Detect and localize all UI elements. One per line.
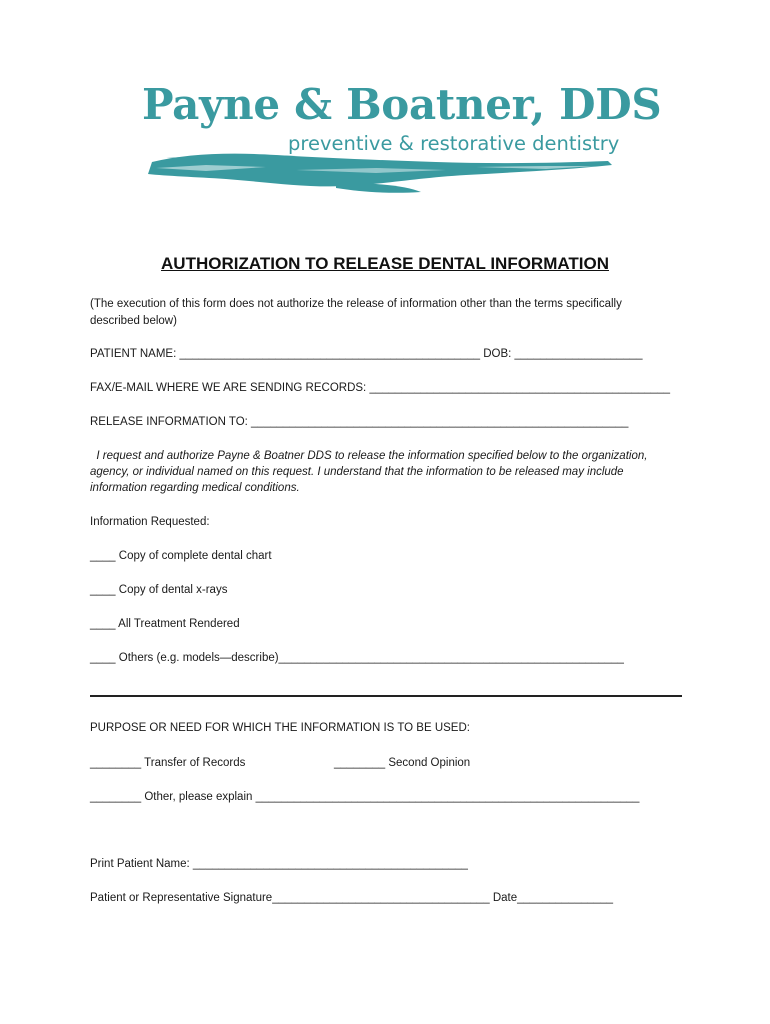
info-requested-heading: Information Requested: (90, 516, 210, 528)
intro-line-1: (The execution of this form does not authorize the release of information other than the terms specifically (90, 298, 622, 310)
authorization-line-2: agency, or individual named on this request. I understand that the information to be released may include (90, 466, 624, 478)
brush-stroke-logo-graphic (146, 148, 616, 200)
practice-logo-name: Payne & Boatner, DDS (142, 80, 662, 129)
form-title: AUTHORIZATION TO RELEASE DENTAL INFORMATION (161, 254, 609, 273)
practice-logo-tagline: preventive & restorative dentistry (288, 132, 620, 155)
info-item-dental-chart[interactable]: ____ Copy of complete dental chart (90, 550, 272, 562)
purpose-heading: PURPOSE OR NEED FOR WHICH THE INFORMATION IS TO BE USED: (90, 722, 470, 734)
purpose-second-opinion[interactable]: ________ Second Opinion (334, 757, 471, 769)
intro-line-2: described below) (90, 315, 177, 327)
section-divider (90, 695, 682, 697)
print-patient-name-field[interactable]: Print Patient Name: ___________________________________________ (90, 858, 468, 870)
purpose-other-explain[interactable]: ________ Other, please explain ____________________________________________________________ (90, 791, 640, 803)
signature-date-field[interactable]: Patient or Representative Signature__________________________________ Date_______________ (90, 892, 614, 904)
info-item-xrays[interactable]: ____ Copy of dental x-rays (90, 584, 228, 596)
release-to-field[interactable]: RELEASE INFORMATION TO: ___________________________________________________________ (90, 416, 629, 428)
authorization-line-3: information regarding medical conditions. (90, 482, 300, 494)
info-item-others[interactable]: ____ Others (e.g. models—describe)______________________________________________________ (90, 652, 624, 664)
purpose-transfer-records[interactable]: ________ Transfer of Records (90, 757, 246, 769)
fax-email-field[interactable]: FAX/E-MAIL WHERE WE ARE SENDING RECORDS: _______________________________________________ (90, 382, 671, 394)
info-item-treatment[interactable]: ____ All Treatment Rendered (90, 618, 240, 630)
authorization-line-1: I request and authorize Payne & Boatner DDS to release the information specified below to the organization, (90, 450, 648, 462)
patient-name-dob-field[interactable]: PATIENT NAME: _______________________________________________ DOB: ____________________ (90, 348, 643, 360)
